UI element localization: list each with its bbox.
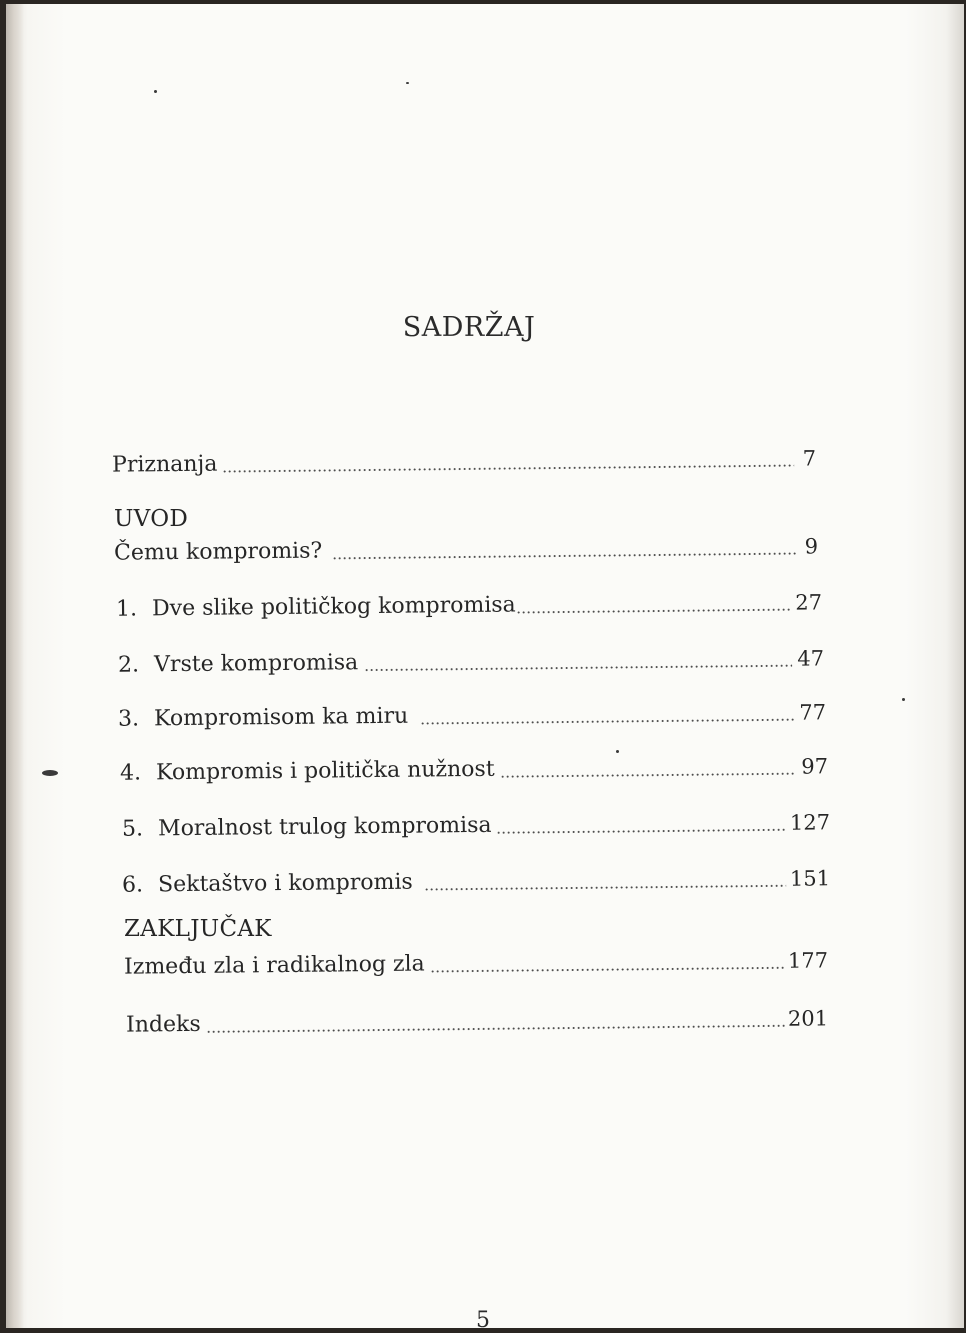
paper-speck [154,90,157,93]
toc-entry-label: Vrste kompromisa [153,650,359,678]
toc-entry-cemu-kompromis [114,518,818,565]
section-heading-zakljucak: ZAKLJUČAK [124,916,272,942]
leader-dots [420,719,794,725]
book-page [6,4,964,1333]
toc-entry-label: Priznanja [111,451,218,478]
toc-entry-label: Dve slike političkog kompromisa [151,592,516,622]
toc-entry-page: 177 [787,948,829,973]
toc-entry-page: 97 [801,754,829,779]
toc-entry-priznanja [112,430,816,477]
toc-entry-number: 4. [119,760,142,786]
toc-entry-label: Kompromisom ka miru [153,703,409,732]
toc-entry-number: 3. [117,706,140,732]
page-title: SADRŽAJ [402,312,536,343]
toc-entry-chapter-6 [122,850,830,897]
toc-entry-chapter-1 [116,574,822,621]
toc-entry-label: Indeks [125,1011,201,1038]
toc-entry-indeks [126,990,828,1037]
toc-entry-chapter-5 [122,794,830,841]
toc-entry-chapter-3 [118,684,826,731]
leader-dots [222,465,794,473]
page-number: 5 [476,1308,490,1333]
toc-entry-page: 151 [789,866,831,891]
paper-speck [902,698,905,701]
toc-entry-page: 47 [797,646,825,671]
leader-dots [516,609,790,614]
toc-entry-number: 6. [121,872,144,898]
toc-entry-label: Čemu kompromis? [113,538,323,566]
leader-dots [364,665,792,671]
leader-dots [430,967,786,973]
page-fold-shadow [6,4,24,1328]
paper-speck [42,770,58,776]
section-heading-uvod: UVOD [114,506,189,532]
toc-entry-page: 127 [789,810,831,835]
leader-dots [496,829,786,834]
toc-entry-chapter-4 [120,738,828,785]
toc-entry-label: Kompromis i politička nužnost [155,756,495,786]
toc-entry-page: 77 [799,700,827,725]
toc-entry-page: 27 [795,590,823,615]
leader-dots [332,553,798,560]
toc-entry-label: Moralnost trulog kompromisa [157,812,492,842]
leader-dots [206,1025,786,1033]
toc-entry-label: Sektaštvo i kompromis [157,869,413,898]
toc-entry-chapter-2 [118,630,824,677]
toc-entry-page: 7 [802,446,817,471]
toc-entry-number: 2. [117,652,140,678]
toc-entry-number: 5. [121,816,144,842]
toc-entry-label: Između zla i radikalnog zla [123,951,425,980]
toc-entry-page: 9 [804,534,819,559]
toc-entry-izmedu-zla [124,932,828,979]
toc-entry-number: 1. [115,596,138,622]
toc-entry-page: 201 [787,1006,829,1031]
leader-dots [424,885,786,891]
paper-speck [406,82,409,84]
leader-dots [500,773,796,778]
